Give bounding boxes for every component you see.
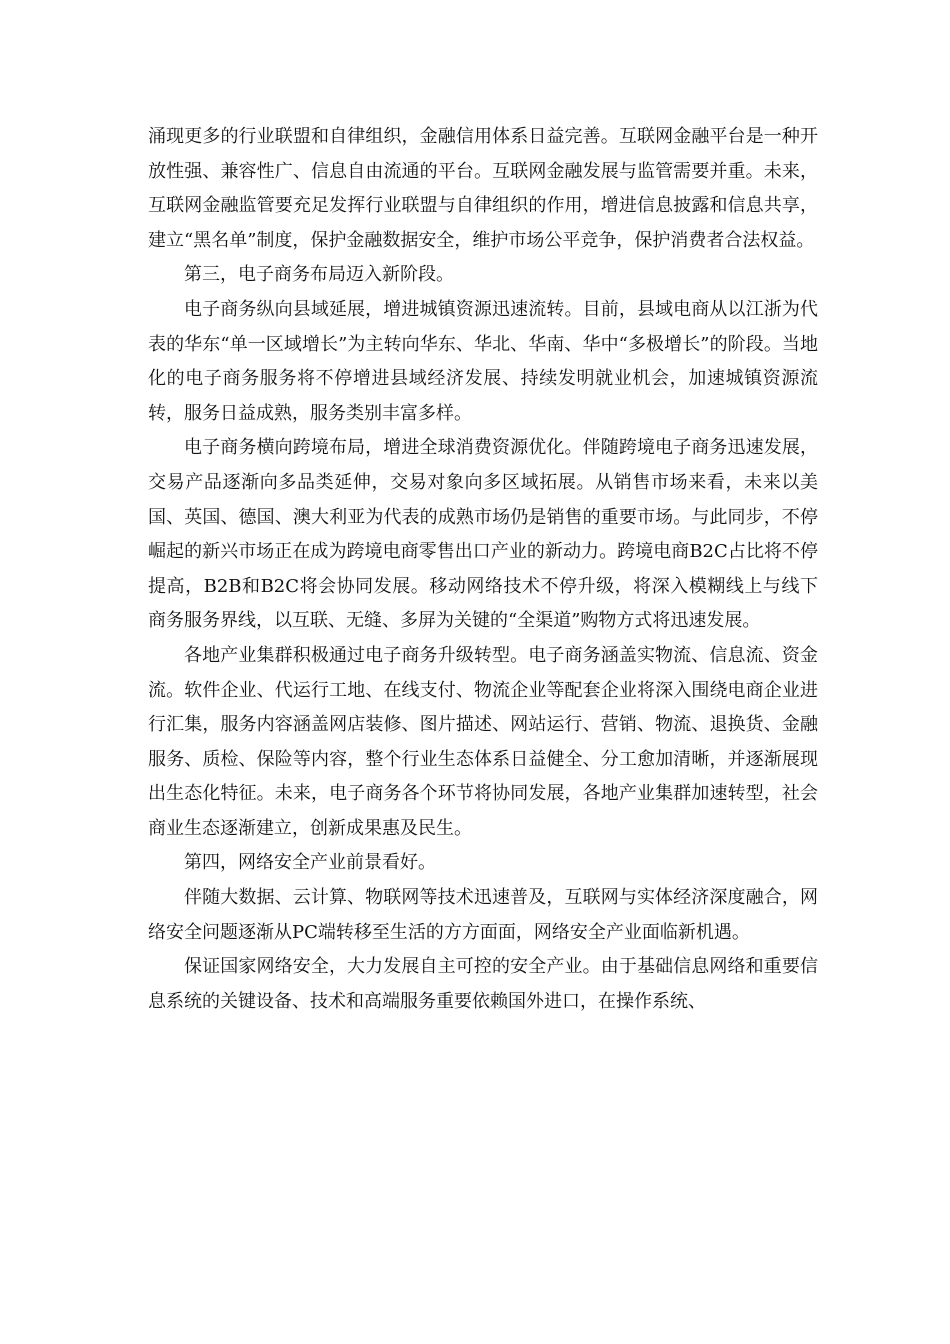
paragraph-continued: 涌现更多的行业联盟和自律组织，金融信用体系日益完善。互联网金融平台是一种开放性强、兼容性广、信息自由流通的平台。互联网金融发展与监管需要并重。未来，互联网金融监管要充足发挥行业联盟与自律组织的作用，增进信息披露和信息共享，建立“黑名单”制度，保护金融数据安全，维护市场公平竞争，保护消费者合法权益。 [148,126,818,251]
paragraph: 保证国家网络安全，大力发展自主可控的安全产业。由于基础信息网络和重要信息系统的关键设备、技术和高端服务重要依赖国外进口，在操作系统、 [148,956,818,1012]
paragraph-heading-third: 第三，电子商务布局迈入新阶段。 [184,264,454,286]
paragraph: 各地产业集群积极通过电子商务升级转型。电子商务涵盖实物流、信息流、资金流。软件企业、代运行工地、在线支付、物流企业等配套企业将深入围绕电商企业进行汇集，服务内容涵盖网店装修、图片描述、网站运行、营销、物流、退换货、金融服务、质检、保险等内容，整个行业生态体系日益健全、分工愈加清晰，并逐渐展现出生态化特征。未来，电子商务各个环节将协同发展，各地产业集群加速转型，社会商业生态逐渐建立，创新成果惠及民生。 [148,644,818,839]
document-body [148,120,818,1019]
paragraph: 电子商务纵向县域延展，增进城镇资源迅速流转。目前，县域电商从以江浙为代表的华东“单一区域增长”为主转向华东、华北、华南、华中“多极增长”的阶段。当地化的电子商务服务将不停增进县域经济发展、持续发明就业机会，加速城镇资源流转，服务日益成熟，服务类别丰富多样。 [148,298,818,424]
paragraph-heading-fourth: 第四，网络安全产业前景看好。 [184,852,436,874]
paragraph: 伴随大数据、云计算、物联网等技术迅速普及，互联网与实体经济深度融合，网络安全问题逐渐从PC端转移至生活的方方面面，网络安全产业面临新机遇。 [148,887,818,943]
paragraph: 电子商务横向跨境布局，增进全球消费资源优化。伴随跨境电子商务迅速发展，交易产品逐渐向多品类延伸，交易对象向多区域拓展。从销售市场来看，未来以美国、英国、德国、澳大利亚为代表的成熟市场仍是销售的重要市场。与此同步，不停崛起的新兴市场正在成为跨境电商零售出口产业的新动力。跨境电商B2C占比将不停提高，B2B和B2C将会协同发展。移动网络技术不停升级，将深入模糊线上与线下商务服务界线，以互联、无缝、多屏为关键的“全渠道”购物方式将迅速发展。 [148,437,818,632]
